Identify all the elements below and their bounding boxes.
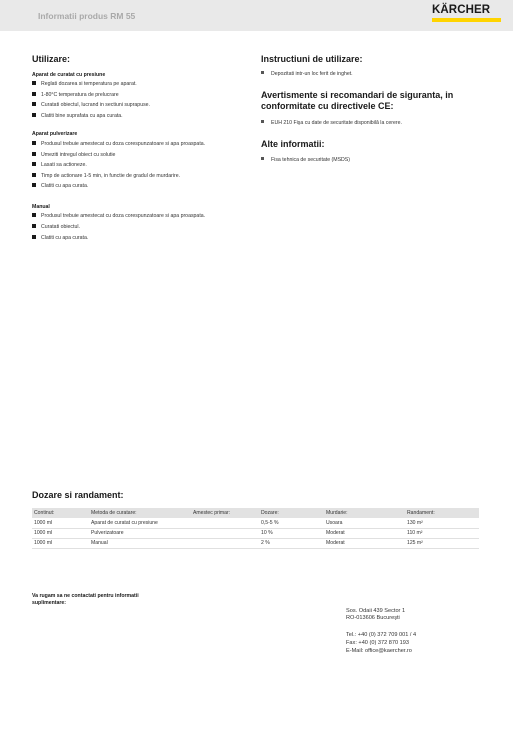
address-line: RO-013606 Bucureşti <box>346 615 400 621</box>
table-cell: 1000 ml <box>32 538 89 548</box>
list-item: Clatiti bine suprafata cu apa curata. <box>32 113 123 119</box>
logo-yellow-bar <box>432 18 501 22</box>
table-cell: Aparat de curatat cu presiune <box>89 518 191 528</box>
list-item: Clatiti cu apa curata. <box>32 183 88 189</box>
bullet-icon <box>32 162 36 166</box>
list-item: Clatiti cu apa curata. <box>32 235 88 241</box>
table-cell <box>191 538 259 548</box>
bullet-icon <box>32 213 36 217</box>
table-row <box>32 538 479 548</box>
table-cell <box>191 518 259 528</box>
list-item: Umeziti intregul obiect cu solutie <box>32 152 115 158</box>
bullet-icon <box>32 183 36 187</box>
page-title: Informatii produs RM 55 <box>38 11 136 21</box>
usage-group-title: Aparat de curatat cu presiune <box>32 72 106 78</box>
list-item: 1-80°C temperatura de prelucrare <box>32 92 119 98</box>
usage-group-title: Aparat pulverizare <box>32 131 78 137</box>
column-header: Continut: <box>32 508 89 518</box>
column-header: Randament: <box>405 508 479 518</box>
table-cell <box>191 528 259 538</box>
bullet-icon <box>32 102 36 106</box>
table-cell: 10 % <box>259 528 324 538</box>
table-header-row <box>32 508 479 518</box>
bullet-icon <box>261 157 264 160</box>
usage-title: Utilizare: <box>32 54 71 64</box>
list-item: Curatati obiectul. <box>32 224 80 230</box>
table-row <box>32 528 479 538</box>
table-cell: 110 m² <box>405 528 479 538</box>
usage-group-title: Manual <box>32 204 50 210</box>
bullet-icon <box>32 152 36 156</box>
bullet-icon <box>32 92 36 96</box>
table-row <box>32 518 479 528</box>
list-item: Fisa tehnica de securitate (MSDS) <box>261 157 350 163</box>
table-cell: Manual <box>89 538 191 548</box>
bullet-icon <box>261 120 264 123</box>
bullet-icon <box>32 224 36 228</box>
dosing-table <box>32 508 479 549</box>
list-item: Produsul trebuie amestecat cu doza corespunzatoare si apa proaspata. <box>32 141 205 147</box>
table-cell: 1000 ml <box>32 518 89 528</box>
instructions-title: Instructiuni de utilizare: <box>261 54 363 64</box>
karcher-logo <box>432 4 502 19</box>
bullet-icon <box>32 173 36 177</box>
bullet-icon <box>32 81 36 85</box>
table-cell: Moderat <box>324 528 405 538</box>
table-cell: Moderat <box>324 538 405 548</box>
other-info-title: Alte informatii: <box>261 139 325 149</box>
list-item: Produsul trebuie amestecat cu doza corespunzatoare si apa proaspata. <box>32 213 205 219</box>
table-cell: 130 m² <box>405 518 479 528</box>
list-item: Timp de actionare 1-5 min, in functie de gradul de murdarire. <box>32 173 180 179</box>
table-cell: 125 m² <box>405 538 479 548</box>
list-item: Reglati dozarea si temperatura pe aparat. <box>32 81 137 87</box>
bullet-icon <box>32 235 36 239</box>
table-cell: 2 % <box>259 538 324 548</box>
column-header: Dozare: <box>259 508 324 518</box>
contact-note: Va rugam sa ne contactati pentru informatii suplimentare: <box>32 593 139 606</box>
bullet-icon <box>32 141 36 145</box>
warnings-title: Avertismente si recomandari de siguranta, in conformitate cu directivele CE: <box>261 90 454 111</box>
list-item: Curatati obiectul, lucrand in sectiuni suprapuse. <box>32 102 150 108</box>
email-link[interactable]: E-Mail: office@kaercher.ro <box>346 648 412 654</box>
fax-text: Fax: +40 (0) 372 870 193 <box>346 640 409 646</box>
logo-text: KÄRCHER <box>432 4 491 16</box>
table-cell: 0,5-5 % <box>259 518 324 528</box>
list-item: Lasati sa actioneze. <box>32 162 87 168</box>
bullet-icon <box>261 71 264 74</box>
bullet-icon <box>32 113 36 117</box>
dosing-title: Dozare si randament: <box>32 490 124 500</box>
table-cell: 1000 ml <box>32 528 89 538</box>
list-item: Depozitati intr-un loc ferit de inghet. <box>261 71 353 77</box>
column-header: Metoda de curatare: <box>89 508 191 518</box>
phone-text: Tel.: +40 (0) 372 709 001 / 4 <box>346 632 417 638</box>
address-line: Sos. Odaii 439 Sector 1 <box>346 608 406 614</box>
table-cell: Usoara <box>324 518 405 528</box>
column-header: Amestec primar: <box>191 508 259 518</box>
list-item: EUH 210 Fişa cu date de securitate disponibilă la cerere. <box>261 120 402 126</box>
table-cell: Pulverizatoare <box>89 528 191 538</box>
column-header: Murdarie: <box>324 508 405 518</box>
header-bar <box>0 0 513 31</box>
